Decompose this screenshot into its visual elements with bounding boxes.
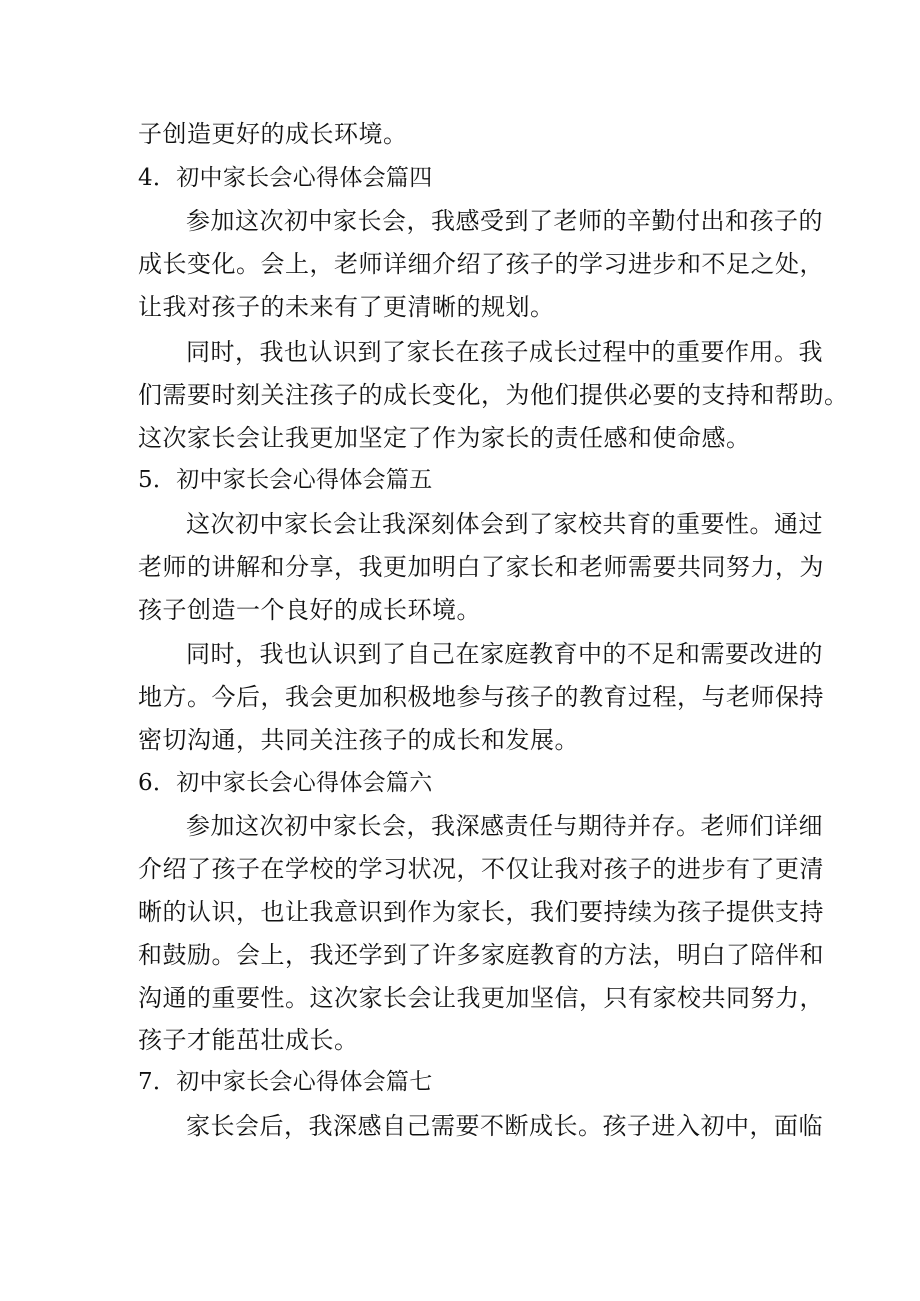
paragraph-line: 参加这次初中家长会，我深感责任与期待并存。老师们详细 [186,812,823,840]
paragraph-line: 孩子才能茁壮成长。 [138,1026,359,1054]
paragraph-line: 地方。今后，我会更加积极地参与孩子的教育过程，与老师保持 [138,683,824,711]
paragraph-line: 让我对孩子的未来有了更清晰的规划。 [138,293,555,321]
paragraph-line: 孩子创造一个良好的成长环境。 [138,596,481,624]
section-heading-5: 5．初中家长会心得体会篇五 [138,467,433,493]
paragraph-line: 晰的认识，也让我意识到作为家长，我们要持续为孩子提供支持 [138,898,824,926]
section-heading-6: 6．初中家长会心得体会篇六 [138,770,433,796]
paragraph-line: 这次家长会让我更加坚定了作为家长的责任感和使命感。 [138,424,751,452]
paragraph-line: 和鼓励。会上，我还学到了许多家庭教育的方法，明白了陪伴和 [138,941,824,969]
section-heading-7: 7．初中家长会心得体会篇七 [138,1069,433,1095]
paragraph-line: 家长会后，我深感自己需要不断成长。孩子进入初中，面临 [186,1112,823,1140]
paragraph-line: 同时，我也认识到了自己在家庭教育中的不足和需要改进的 [186,640,823,668]
paragraph-line: 们需要时刻关注孩子的成长变化，为他们提供必要的支持和帮助。 [138,381,849,409]
paragraph-line: 子创造更好的成长环境。 [138,120,408,148]
paragraph-line: 这次初中家长会让我深刻体会到了家校共育的重要性。通过 [186,510,823,538]
paragraph-line: 成长变化。会上，老师详细介绍了孩子的学习进步和不足之处， [138,250,824,278]
section-heading-4: 4．初中家长会心得体会篇四 [138,165,433,191]
paragraph-line: 参加这次初中家长会，我感受到了老师的辛勤付出和孩子的 [186,207,823,235]
paragraph-line: 密切沟通，共同关注孩子的成长和发展。 [138,726,579,754]
paragraph-line: 同时，我也认识到了家长在孩子成长过程中的重要作用。我 [186,338,823,366]
paragraph-line: 老师的讲解和分享，我更加明白了家长和老师需要共同努力，为 [138,553,824,581]
paragraph-line: 沟通的重要性。这次家长会让我更加坚信，只有家校共同努力， [138,984,824,1012]
paragraph-line: 介绍了孩子在学校的学习状况，不仅让我对孩子的进步有了更清 [138,855,824,883]
